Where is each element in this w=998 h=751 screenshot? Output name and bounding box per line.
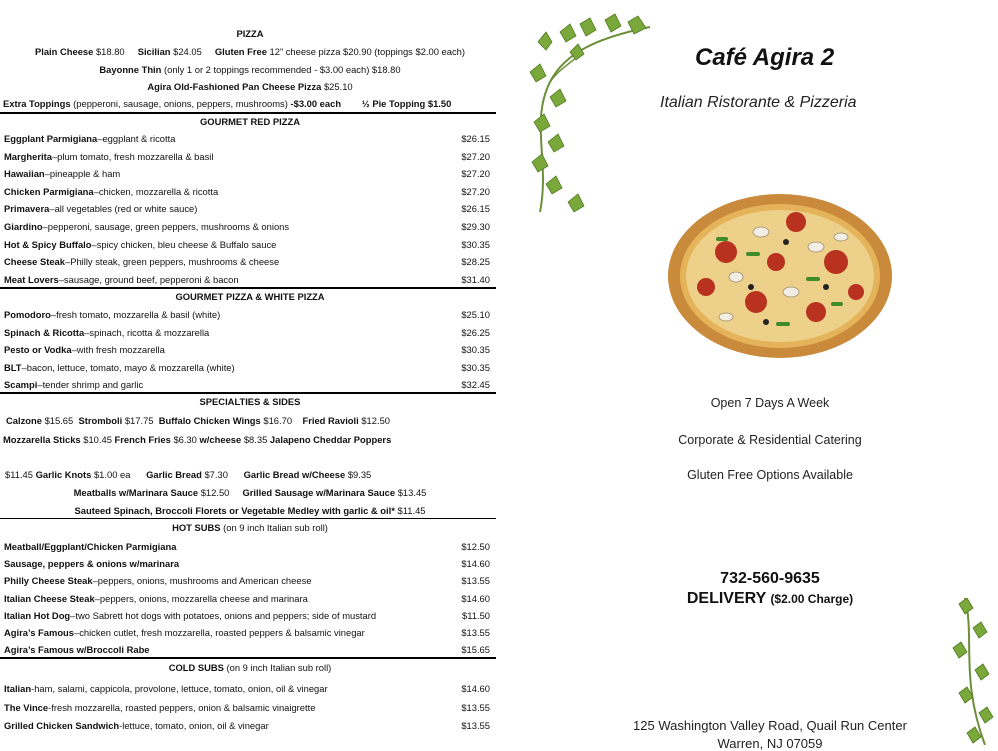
item-price: $26.25	[461, 326, 490, 338]
item-detail: –tender shrimp and garlic	[37, 379, 144, 391]
item-description	[4, 558, 179, 569]
item-mozzarella-sticks: Mozzarella Sticks	[3, 434, 81, 445]
item-price: $27.20	[461, 168, 490, 180]
item-description	[4, 702, 315, 713]
item-name: Pesto or Vodka	[4, 344, 72, 356]
item-detail: –peppers, onions, mozzarella cheese and marinara	[94, 592, 308, 604]
specialties-row-5	[0, 505, 500, 516]
item-detail: –Philly steak, green peppers, mushrooms & cheese	[64, 256, 280, 268]
item-detail: –with fresh mozzarella	[71, 344, 165, 356]
item-extra-toppings: Extra Toppings	[3, 98, 71, 109]
item-description	[4, 541, 176, 552]
price-mozzarella-sticks: $10.45	[83, 434, 112, 445]
price-meatballs: $12.50	[200, 487, 230, 498]
item-jalapeno-poppers: Jalapeno Cheddar Poppers	[269, 434, 392, 445]
item-detail: –sausage, ground beef, pepperoni & bacon	[58, 273, 239, 285]
pizza-line-3	[0, 81, 500, 92]
item-pan-cheese: Agira Old-Fashioned Pan Cheese Pizza	[147, 81, 322, 92]
item-price: $13.55	[461, 627, 490, 638]
item-plain-cheese: Plain Cheese	[34, 46, 94, 57]
delivery-charge: ($2.00 Charge)	[770, 592, 854, 606]
desc-extra-toppings: (pepperoni, sausage, onions, peppers, mushrooms)	[73, 98, 288, 109]
item-name: Cheese Steak	[4, 256, 65, 268]
item-price: $14.60	[461, 592, 490, 604]
item-price: $25.10	[461, 309, 490, 320]
item-name: BLT	[4, 361, 22, 373]
item-name: Agira’s Famous	[4, 627, 74, 638]
item-description	[4, 627, 365, 638]
item-garlic-bread: Garlic Bread	[146, 469, 202, 480]
item-name: Spinach & Ricotta	[4, 326, 85, 338]
delivery-label: DELIVERY	[686, 590, 766, 607]
item-name: Chicken Parmigiana	[4, 185, 94, 197]
item-detail: –two Sabrett hot dogs with potatoes, onions and peppers; side of mustard	[70, 609, 377, 621]
item-description	[4, 327, 209, 338]
item-name: The Vince	[4, 701, 49, 713]
item-calzone: Calzone	[6, 415, 42, 426]
item-description	[4, 362, 235, 373]
price-garlic-knots: $1.00 ea	[93, 469, 131, 480]
item-detail: -fresh mozzarella, roasted peppers, onion & balsamic vinaigrette	[48, 701, 316, 713]
item-price: $32.45	[461, 379, 490, 391]
cold-subs-title: COLD SUBS	[168, 662, 224, 673]
divider	[0, 112, 496, 114]
price-extra-toppings: -$3.00 each	[290, 98, 342, 109]
hot-subs-note: (on 9 inch Italian sub roll)	[223, 522, 328, 533]
item-gluten-free: Gluten Free	[214, 46, 267, 57]
price-garlic-bread-cheese: $9.35	[347, 469, 372, 480]
item-name: Eggplant Parmigiana	[4, 133, 98, 144]
phone-number: 732-560-9635	[720, 570, 820, 587]
item-grilled-sausage: Grilled Sausage w/Marinara Sauce	[242, 487, 396, 498]
item-name: Philly Cheese Steak	[4, 575, 93, 587]
cold-subs-note: (on 9 inch Italian sub roll)	[226, 662, 332, 673]
item-price: $29.30	[461, 221, 490, 232]
item-price: $11.50	[462, 609, 490, 621]
gluten-free-text: Gluten Free Options Available	[687, 468, 853, 482]
item-fries-with-cheese: w/cheese	[199, 434, 242, 445]
address-line-1: 125 Washington Valley Road, Quail Run Center	[633, 718, 907, 733]
item-description	[4, 168, 120, 179]
price-fried-ravioli: $12.50	[361, 415, 391, 426]
item-name: Italian Cheese Steak	[4, 592, 95, 604]
item-name: Grilled Chicken Sandwich	[4, 720, 120, 731]
ivy-vine-icon	[945, 598, 998, 745]
item-description	[4, 133, 175, 144]
pizza-photo-icon	[666, 192, 894, 360]
item-detail: –spicy chicken, bleu cheese & Buffalo sauce	[91, 238, 277, 250]
item-price: $26.15	[461, 203, 490, 215]
price-sicilian: $24.05	[173, 46, 202, 57]
item-detail: –all vegetables (red or white sauce)	[49, 203, 198, 215]
section-header-hot-subs	[0, 522, 500, 533]
menu-panel	[0, 0, 500, 745]
hot-subs-title: HOT SUBS	[172, 522, 221, 533]
item-name: Pomodoro	[4, 309, 51, 320]
item-name: Meatball/Eggplant/Chicken Parmigiana	[4, 541, 177, 552]
restaurant-subtitle: Italian Ristorante & Pizzeria	[660, 94, 857, 111]
section-header-gourmet-red: GOURMET RED PIZZA	[200, 116, 300, 127]
item-detail: –pineapple & ham	[44, 168, 121, 180]
item-buffalo-wings: Buffalo Chicken Wings	[158, 415, 261, 426]
item-price: $14.60	[461, 683, 490, 694]
item-name: Hawaiian	[4, 168, 45, 180]
desc-bayonne-thin: (only 1 or 2 toppings recommended - $3.00 each) $18.80	[163, 64, 401, 75]
open-days-text: Open 7 Days A Week	[710, 396, 830, 410]
item-sauteed-vegetables: Sauteed Spinach, Broccoli Florets or Vegetable Medley with garlic & oil*	[74, 505, 395, 516]
item-description	[4, 151, 213, 162]
specialties-row-1	[6, 415, 506, 426]
address-line-2: Warren, NJ 07059	[717, 736, 823, 751]
item-price: $27.20	[461, 185, 490, 197]
item-detail: –chicken cutlet, fresh mozzarella, roasted peppers & balsamic vinegar	[73, 627, 365, 638]
price-fries-with-cheese: $8.35	[243, 434, 268, 445]
price-pan-cheese: $25.10	[323, 81, 353, 92]
item-fried-ravioli: Fried Ravioli	[302, 415, 359, 426]
item-price: $30.35	[461, 361, 490, 373]
item-name: Meat Lovers	[4, 273, 59, 285]
item-price: $30.35	[461, 238, 490, 250]
divider	[0, 287, 496, 289]
item-garlic-knots: Garlic Knots	[35, 469, 92, 480]
delivery-info	[640, 590, 900, 608]
pizza-line-4	[3, 98, 503, 109]
item-name: Hot & Spicy Buffalo	[4, 238, 92, 250]
item-description	[4, 274, 239, 285]
price-half-pie-topping: $1.50	[427, 98, 452, 109]
pizza-line-2	[0, 64, 500, 75]
item-name: Sausage, peppers & onions w/marinara	[4, 558, 180, 570]
item-stromboli: Stromboli	[78, 415, 123, 426]
item-detail: -ham, salami, cappicola, provolone, lettuce, tomato, onion, oil & vinegar	[31, 683, 328, 694]
item-meatballs: Meatballs w/Marinara Sauce	[73, 487, 199, 498]
item-description	[4, 610, 376, 621]
section-header-specialties: SPECIALTIES & SIDES	[199, 396, 301, 407]
item-name: Agira’s Famous w/Broccoli Rabe	[4, 644, 150, 656]
section-header-pizza: PIZZA	[236, 28, 264, 39]
item-description	[4, 644, 150, 655]
specialties-row-2	[3, 434, 503, 445]
restaurant-name: Café Agira 2	[695, 44, 835, 71]
item-name: Primavera	[4, 203, 50, 215]
item-bayonne-thin: Bayonne Thin	[99, 64, 162, 75]
item-description	[4, 221, 289, 232]
price-grilled-sausage: $13.45	[397, 487, 427, 498]
item-description	[4, 593, 308, 604]
price-buffalo-wings: $16.70	[263, 415, 293, 426]
item-sicilian: Sicilian	[137, 46, 171, 57]
item-name: Margherita	[4, 150, 52, 162]
item-price: $15.65	[461, 644, 490, 656]
item-description	[4, 256, 279, 267]
item-detail: –plum tomato, fresh mozzarella & basil	[51, 150, 214, 162]
item-detail: –pepperoni, sausage, green peppers, mushrooms & onions	[42, 221, 290, 232]
divider	[0, 657, 496, 659]
price-calzone: $15.65	[44, 415, 74, 426]
item-price: $31.40	[461, 273, 490, 285]
price-stromboli: $17.75	[124, 415, 154, 426]
section-header-gourmet-white: GOURMET PIZZA & WHITE PIZZA	[175, 291, 325, 302]
specialties-row-3	[5, 469, 505, 480]
item-detail: -lettuce, tomato, onion, oil & vinegar	[119, 720, 269, 731]
item-name: Scampi	[4, 379, 38, 391]
item-price: $26.15	[461, 133, 490, 144]
specialties-row-4	[0, 487, 500, 498]
item-price: $14.60	[461, 558, 490, 570]
item-name: Italian Hot Dog	[4, 609, 71, 621]
price-sauteed-vegetables: $11.45	[397, 505, 426, 516]
item-description	[4, 239, 276, 250]
item-garlic-bread-cheese: Garlic Bread w/Cheese	[243, 469, 346, 480]
item-detail: –eggplant & ricotta	[97, 133, 176, 144]
section-header-cold-subs	[0, 662, 500, 673]
item-price: $12.50	[461, 541, 490, 552]
item-price: $28.25	[461, 256, 490, 268]
item-description	[4, 186, 218, 197]
item-price: $13.55	[461, 720, 490, 731]
price-garlic-bread: $7.30	[204, 469, 228, 480]
item-price: $13.55	[461, 701, 490, 713]
catering-text: Corporate & Residential Catering	[678, 433, 862, 447]
item-detail: –spinach, ricotta & mozzarella	[84, 326, 210, 338]
divider	[0, 518, 496, 519]
item-price: $27.20	[461, 150, 490, 162]
item-description	[4, 575, 311, 586]
item-detail: –peppers, onions, mushrooms and American cheese	[92, 575, 312, 587]
item-price: $30.35	[461, 344, 490, 356]
ivy-vine-icon	[520, 12, 660, 222]
item-name: Giardino	[4, 221, 43, 232]
item-half-pie-topping: ½ Pie Topping	[361, 98, 426, 109]
price-plain-cheese: $18.80	[95, 46, 125, 57]
item-description	[4, 203, 197, 214]
divider	[0, 392, 496, 394]
item-description	[4, 720, 269, 731]
item-french-fries: French Fries	[114, 434, 171, 445]
desc-gluten-free: 12” cheese pizza $20.90 (toppings $2.00 each)	[269, 46, 465, 57]
price-jalapeno-poppers: $11.45	[5, 469, 33, 480]
item-detail: –fresh tomato, mozzarella & basil (white)	[50, 309, 221, 320]
item-description	[4, 344, 165, 355]
item-description	[4, 683, 328, 694]
item-price: $13.55	[461, 575, 490, 587]
item-detail: –chicken, mozzarella & ricotta	[93, 185, 219, 197]
item-name: Italian	[4, 683, 32, 694]
item-detail: –bacon, lettuce, tomato, mayo & mozzarella (white)	[21, 361, 235, 373]
item-description	[4, 379, 143, 390]
price-french-fries: $6.30	[173, 434, 197, 445]
item-description	[4, 309, 220, 320]
pizza-line-1	[0, 46, 500, 57]
